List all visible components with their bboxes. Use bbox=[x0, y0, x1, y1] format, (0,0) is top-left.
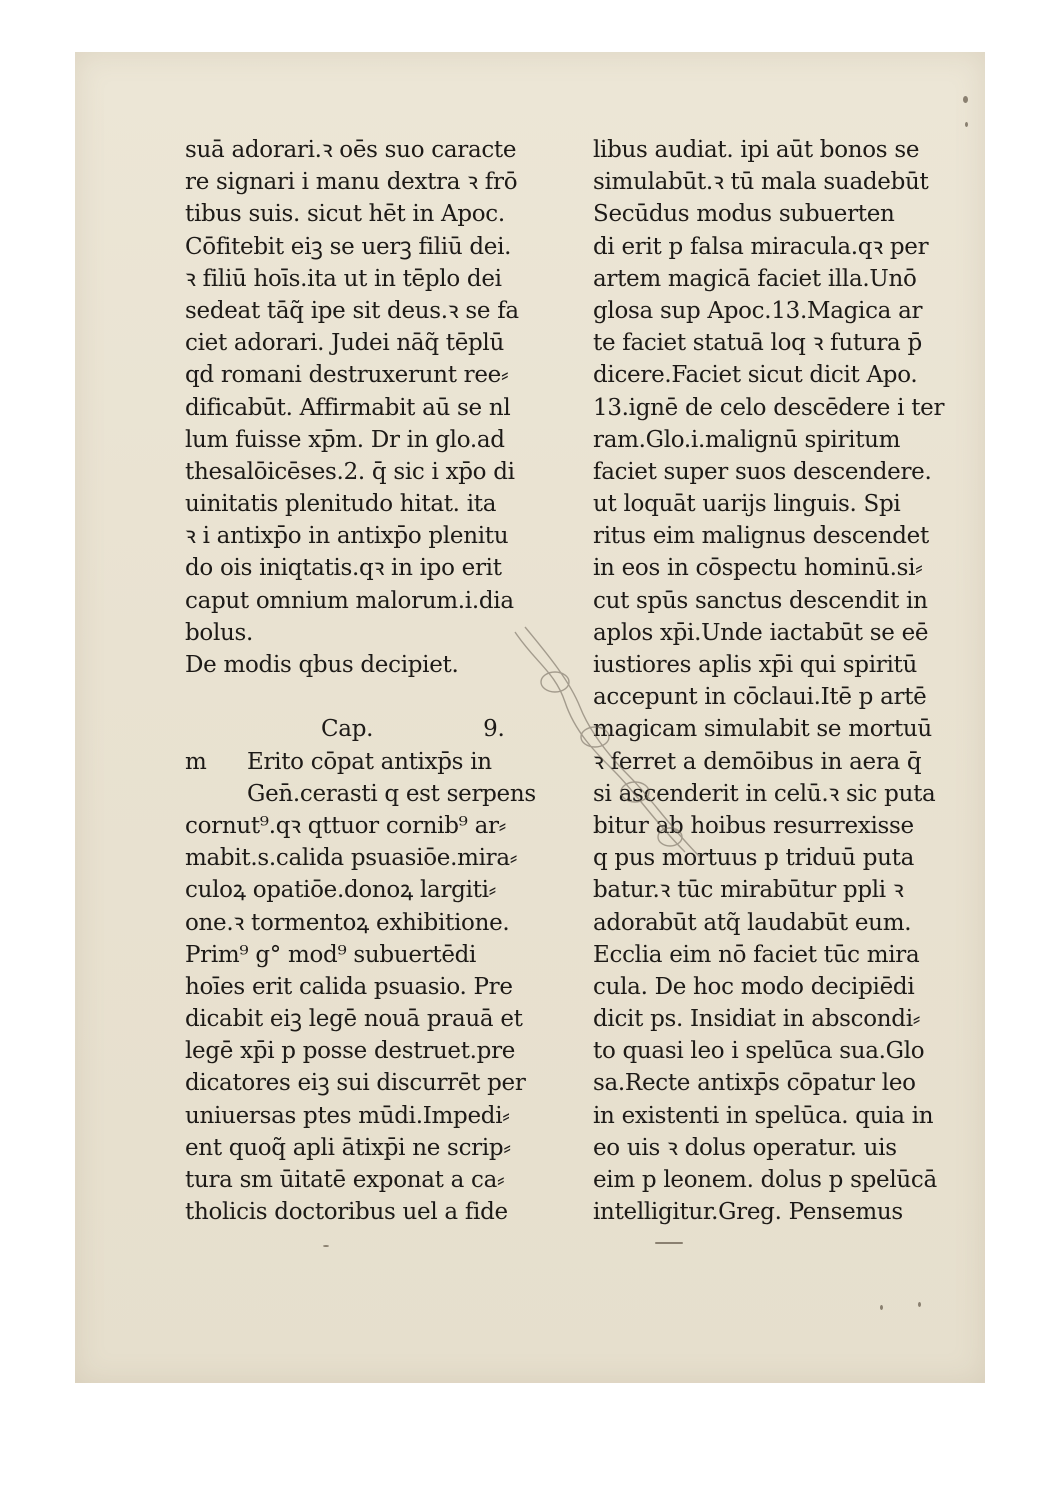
text-line: ent quoq̃ apli ātixp̄i ne scrip⸗ bbox=[185, 1134, 511, 1161]
text-line: legē xp̄i p posse destruet.pre bbox=[185, 1038, 516, 1065]
text-line: tura sm ūitatē exponat a ca⸗ bbox=[185, 1167, 505, 1193]
text-line: ritus eim malignus descendet bbox=[593, 523, 929, 550]
text-line: dicit ps. Insidiat in abscondi⸗ bbox=[593, 1006, 921, 1033]
text-line: te faciet statuā loq ꝛ futura p̄ bbox=[593, 330, 922, 357]
text-line: mabit.s.calida psuasiōe.mira⸗ bbox=[185, 845, 518, 872]
text-line: thesalōicēses.2. q̄ sic i xp̄o di bbox=[185, 458, 515, 485]
text-line: to quasi leo i spelūca sua.Glo bbox=[593, 1038, 925, 1065]
chapter-label: Cap. bbox=[321, 716, 374, 743]
text-line: magicam simulabit se mortuū bbox=[593, 716, 932, 743]
text-line: artem magicā faciet illa.Unō bbox=[593, 265, 917, 292]
text-line: uniuersas ptes mūdi.Impedi⸗ bbox=[185, 1102, 510, 1129]
text-line: hoīes erit calida psuasio. Pre bbox=[185, 973, 513, 1000]
text-line: culoꝝ opatiōe.donoꝝ largiti⸗ bbox=[185, 877, 496, 904]
text-line: ꝛ filiū hoīs.ita ut in tēplo dei bbox=[185, 265, 502, 292]
initial-letter: m bbox=[185, 748, 207, 775]
text-line: Secūdus modus subuerten bbox=[593, 201, 895, 228]
text-line: uinitatis plenitudo hitat. ita bbox=[185, 491, 497, 518]
chapter-heading bbox=[185, 713, 555, 745]
text-line: do ois iniqtatis.qꝛ in ipo erit bbox=[185, 555, 502, 582]
text-line: suā adorari.ꝛ oēs suo caracte bbox=[185, 137, 517, 163]
text-line: eo uis ꝛ dolus operatur. uis bbox=[593, 1134, 897, 1161]
text-line: Ecclia eim nō faciet tūc mira bbox=[593, 941, 920, 968]
right-column-text bbox=[593, 134, 963, 1228]
chapter-number: 9. bbox=[483, 716, 505, 743]
blank-line bbox=[185, 681, 555, 713]
text-line: aplos xp̄i.Unde iactabūt se eē bbox=[593, 619, 929, 646]
right-text-column bbox=[593, 134, 963, 1228]
text-line: ꝛ ferret a demōibus in aera q̄ bbox=[593, 748, 922, 775]
text-line: accepunt in cōclaui.Itē p artē bbox=[593, 684, 927, 711]
text-line: dicatores eiꝫ sui discurrēt per bbox=[185, 1070, 526, 1097]
text-line: tibus suis. sicut hēt in Apoc. bbox=[185, 201, 505, 228]
text-line: intelligitur.Greg. Pensemus bbox=[593, 1199, 903, 1226]
text-line: sedeat tāq̃ ipe sit deus.ꝛ se fa bbox=[185, 297, 519, 324]
text-line: caput omnium malorum.i.dia bbox=[185, 587, 514, 614]
text-line: sa.Recte antixp̄s cōpatur leo bbox=[593, 1070, 916, 1097]
text-line: lum fuisse xp̄m. Dr in glo.ad bbox=[185, 426, 505, 453]
indented-line: Gen̄.cerasti q est serpens bbox=[247, 780, 536, 807]
text-line: bitur ab hoibus resurrexisse bbox=[593, 812, 914, 839]
text-line: dicere.Faciet sicut dicit Apo. bbox=[593, 362, 918, 389]
text-line: in existenti in spelūca. quia in bbox=[593, 1102, 934, 1129]
ink-speck bbox=[323, 1245, 329, 1247]
text-line: di erit p falsa miracula.qꝛ per bbox=[593, 233, 929, 260]
opening-text: Erito cōpat antixp̄s in bbox=[247, 748, 492, 775]
text-line: batur.ꝛ tūc mirabūtur ppli ꝛ bbox=[593, 877, 904, 904]
text-line: dicabit eiꝫ legē nouā prauā et bbox=[185, 1006, 523, 1033]
left-column-lower-text bbox=[185, 810, 555, 1228]
text-line: one.ꝛ tormentoꝝ exhibitione. bbox=[185, 909, 510, 936]
text-line: cut spūs sanctus descendit in bbox=[593, 587, 928, 614]
text-line: adorabūt atq̃ laudabūt eum. bbox=[593, 909, 912, 936]
scanned-page bbox=[75, 52, 985, 1383]
text-line: re signari i manu dextra ꝛ frō bbox=[185, 169, 518, 196]
text-line: ut loquāt uarijs linguis. Spi bbox=[593, 491, 901, 518]
text-line: si ascenderit in celū.ꝛ sic puta bbox=[593, 780, 936, 807]
text-line: ciet adorari. Judei nāq̃ tēplū bbox=[185, 330, 505, 357]
chapter-opening-line bbox=[185, 746, 555, 778]
text-line: bolus. bbox=[185, 619, 254, 646]
ink-speck bbox=[965, 122, 968, 127]
text-line: cornut⁹.qꝛ qttuor cornib⁹ ar⸗ bbox=[185, 812, 507, 839]
ink-speck bbox=[918, 1302, 921, 1307]
text-line: ꝛ i antixp̄o in antixp̄o plenitu bbox=[185, 523, 509, 550]
text-line: De modis qbus decipiet. bbox=[185, 652, 459, 678]
text-line: Prim⁹ g° mod⁹ subuertēdi bbox=[185, 941, 477, 968]
text-line: libus audiat. ipi aūt bonos se bbox=[593, 137, 920, 163]
ink-speck bbox=[963, 96, 968, 103]
left-text-column bbox=[185, 134, 555, 1228]
ink-speck bbox=[880, 1305, 883, 1310]
text-line: dificabūt. Affirmabit aū se nl bbox=[185, 394, 511, 421]
text-line: glosa sup Apoc.13.Magica ar bbox=[593, 297, 923, 324]
text-line: faciet super suos descendere. bbox=[593, 458, 932, 485]
text-line: 13.ignē de celo descēdere i ter bbox=[593, 394, 945, 421]
ink-speck bbox=[655, 1242, 683, 1244]
text-line: tholicis doctoribus uel a fide bbox=[185, 1199, 508, 1226]
text-line: in eos in cōspectu hominū.si⸗ bbox=[593, 555, 923, 582]
text-line: qd romani destruxerunt ree⸗ bbox=[185, 362, 509, 389]
text-line: q pus mortuus p triduū puta bbox=[593, 845, 914, 872]
text-line: Cōfitebit eiꝫ se uerꝫ filiū dei. bbox=[185, 233, 512, 260]
text-line: eim p leonem. dolus p spelūcā bbox=[593, 1167, 937, 1193]
text-line: cula. De hoc modo decipiēdi bbox=[593, 973, 915, 1000]
left-column-upper-text bbox=[185, 134, 555, 681]
text-line: ram.Glo.i.malignū spiritum bbox=[593, 426, 901, 453]
text-line: simulabūt.ꝛ tū mala suadebūt bbox=[593, 169, 929, 196]
text-line: iustiores aplis xp̄i qui spiritū bbox=[593, 652, 917, 678]
